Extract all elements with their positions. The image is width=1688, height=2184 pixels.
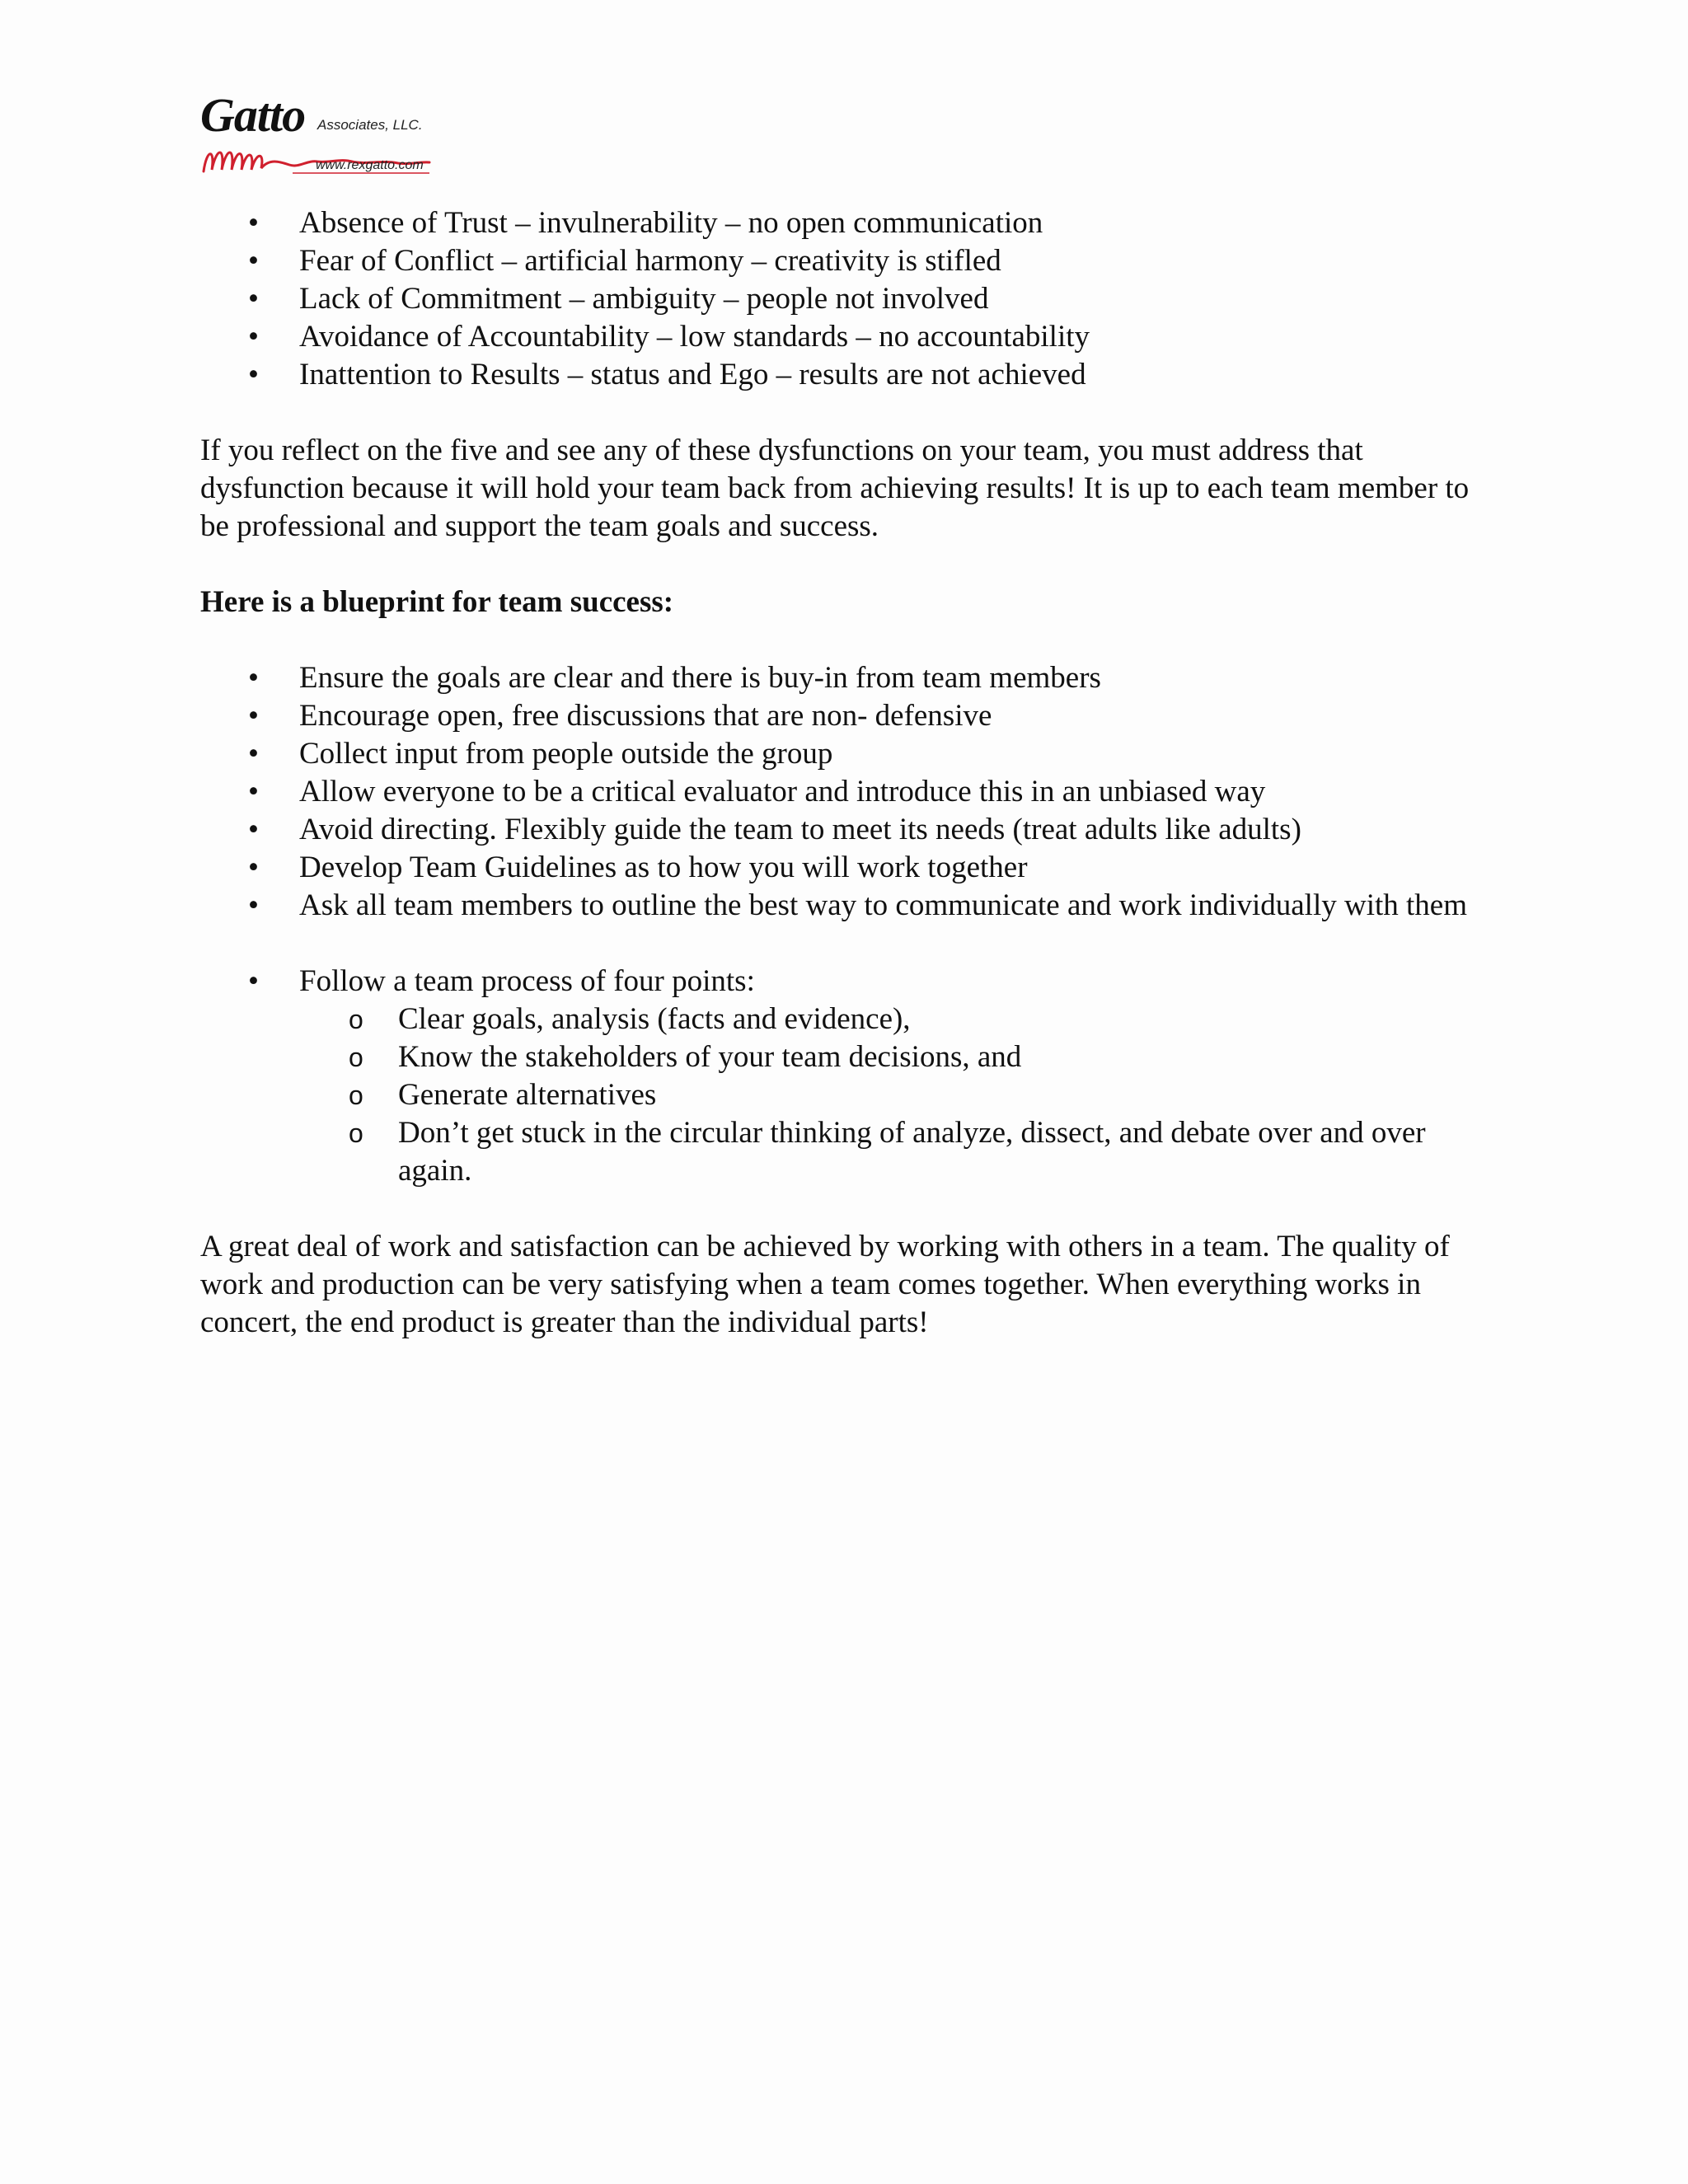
list-item-text: Avoid directing. Flexibly guide the team to meet its needs (treat adults like adults) — [299, 813, 1301, 846]
bullet-icon: • — [248, 737, 259, 771]
process-list — [200, 963, 1486, 1001]
list-item — [200, 242, 1486, 280]
list-item — [200, 735, 1486, 773]
bullet-icon: • — [248, 282, 259, 316]
bullet-icon: • — [248, 699, 259, 733]
list-item-text: Avoidance of Accountability – low standards – no accountability — [299, 320, 1090, 354]
logo-name: Gatto — [200, 88, 306, 142]
bullet-icon: • — [248, 206, 259, 240]
sub-bullet-icon: o — [349, 1043, 363, 1072]
bullet-icon: • — [248, 888, 259, 922]
list-item-text: Ask all team members to outline the best way to communicate and work individually with them — [299, 888, 1468, 922]
logo-url: www.rexgatto.com — [316, 158, 424, 172]
list-item — [200, 887, 1486, 925]
list-item-text: Absence of Trust – invulnerability – no open communication — [299, 206, 1043, 240]
list-item — [200, 697, 1486, 735]
sub-list-item-text: Generate alternatives — [398, 1078, 657, 1112]
list-item-text: Encourage open, free discussions that are non- defensive — [299, 699, 992, 733]
blueprint-heading: Here is a blueprint for team success: — [200, 585, 674, 619]
document-body — [200, 204, 1486, 1342]
list-item-text: Fear of Conflict – artificial harmony – creativity is stifled — [299, 244, 1001, 278]
list-item-text: Allow everyone to be a critical evaluator and introduce this in an unbiased way — [299, 775, 1266, 808]
reflect-paragraph: If you reflect on the five and see any of these dysfunctions on your team, you must address that dysfunction because it will hold your team back from achieving results! It is up to each team member to be professional and support the team goals and success. — [200, 434, 1470, 543]
bullet-icon: • — [248, 851, 259, 884]
list-item — [200, 963, 1486, 1001]
sub-list-item — [200, 1076, 1486, 1114]
list-item — [200, 204, 1486, 242]
list-item — [200, 356, 1486, 394]
company-logo — [200, 89, 448, 180]
sub-list-item — [200, 1114, 1486, 1190]
sub-list-item — [200, 1001, 1486, 1038]
sub-bullet-icon: o — [349, 1005, 363, 1034]
list-item — [200, 318, 1486, 356]
list-item — [200, 773, 1486, 811]
sub-list-item — [200, 1038, 1486, 1076]
blueprint-list — [200, 659, 1486, 925]
bullet-icon: • — [248, 358, 259, 391]
bullet-icon: • — [248, 244, 259, 278]
list-item — [200, 811, 1486, 849]
sub-bullet-icon: o — [349, 1080, 363, 1110]
list-item — [200, 849, 1486, 887]
list-item-text: Develop Team Guidelines as to how you will work together — [299, 851, 1028, 884]
sub-bullet-icon: o — [349, 1118, 363, 1148]
list-item-text: Lack of Commitment – ambiguity – people not involved — [299, 282, 989, 316]
sub-list-item-text: Know the stakeholders of your team decisions, and — [398, 1040, 1022, 1074]
closing-paragraph: A great deal of work and satisfaction can be achieved by working with others in a team. The quality of work and production can be very satisfying when a team comes together. When everything works in concert, the end product is greater than the individual parts! — [200, 1230, 1450, 1339]
list-item — [200, 280, 1486, 318]
list-item-text: Follow a team process of four points: — [299, 964, 755, 998]
bullet-icon: • — [248, 661, 259, 695]
process-points-list — [200, 1001, 1486, 1190]
list-item-text: Collect input from people outside the group — [299, 737, 833, 771]
bullet-icon: • — [248, 775, 259, 808]
list-item — [200, 659, 1486, 697]
sub-list-item-text: Clear goals, analysis (facts and evidence), — [398, 1002, 911, 1036]
bullet-icon: • — [248, 813, 259, 846]
sub-list-item-text: Don’t get stuck in the circular thinking of analyze, dissect, and debate over and over again. — [398, 1116, 1426, 1188]
list-item-text: Inattention to Results – status and Ego – results are not achieved — [299, 358, 1086, 391]
list-item-text: Ensure the goals are clear and there is buy-in from team members — [299, 661, 1101, 695]
bullet-icon: • — [248, 964, 259, 998]
logo-company-suffix: Associates, LLC. — [317, 117, 423, 133]
bullet-icon: • — [248, 320, 259, 354]
dysfunctions-list — [200, 204, 1486, 394]
